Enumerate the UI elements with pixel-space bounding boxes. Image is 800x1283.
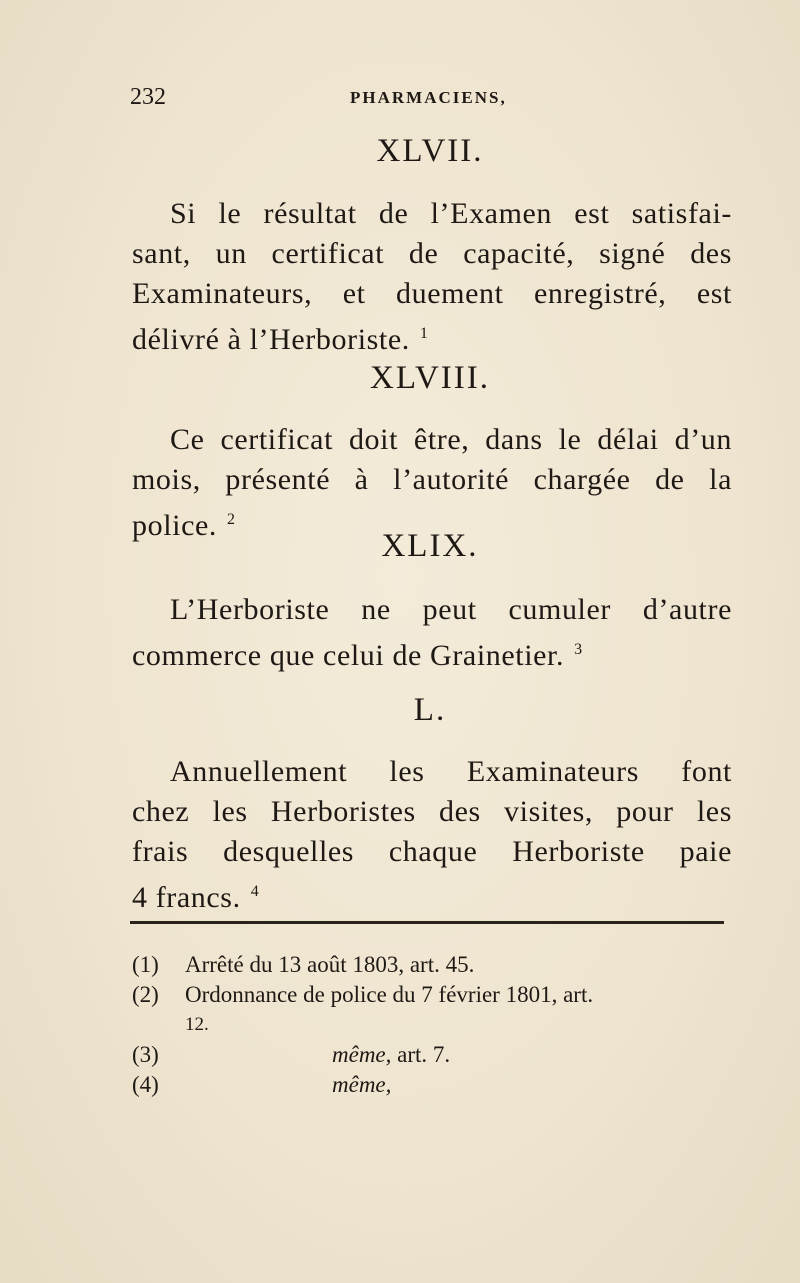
paragraph-line: sant, un certificat de capacité, signé des (132, 237, 732, 270)
footnote (132, 980, 732, 1010)
paragraph-line: Ce certificat doit être, dans le délai d’un (170, 423, 732, 456)
paragraph-line-text: délivré à l’Herboriste. (132, 323, 410, 356)
footnote-mark: (4) (132, 1072, 159, 1097)
paragraph-line: frais desquelles chaque Herboriste paie (132, 835, 732, 868)
article-number: L. (413, 692, 447, 728)
footnote-reference: 4 (250, 883, 260, 900)
paragraph-line-text: police. (132, 509, 218, 542)
footnote-text-italic: même, (332, 1042, 392, 1067)
footnote-mark: (2) (132, 982, 159, 1007)
footnote-continuation: 12. (185, 1014, 209, 1035)
paragraph-line-text: 4 francs. (132, 881, 241, 914)
paragraph-line: L’Herboriste ne peut cumuler d’autre (170, 593, 732, 626)
article-number: XLVIII. (369, 360, 490, 396)
footnote-mark: (3) (132, 1042, 159, 1067)
footnote (132, 1040, 732, 1070)
footnote-reference: 2 (227, 511, 236, 528)
footnote-text-roman: art. 7. (391, 1042, 451, 1067)
article-number: XLVII. (376, 133, 484, 169)
footnote-text-italic: même, (332, 1072, 392, 1097)
footnote (132, 1070, 732, 1100)
footnote-text (332, 1070, 391, 1100)
footnote-text: Arrêté du 13 août 1803, art. 45. (185, 952, 475, 977)
footnote (132, 950, 732, 980)
paragraph-line: chez les Herboristes des visites, pour les (132, 795, 732, 828)
article-paragraph (132, 194, 732, 360)
paragraph-line-text: commerce que celui de Grainetier. (132, 639, 565, 672)
footnotes (132, 950, 732, 1100)
running-head: PHARMACIENS, (350, 88, 507, 107)
footnote-reference: 3 (574, 641, 583, 658)
footnote-mark: (1) (132, 952, 159, 977)
paragraph-line: mois, présenté à l’autorité chargée de la (132, 463, 732, 496)
footnote-text: Ordonnance de police du 7 février 1801, art. (185, 982, 594, 1007)
article-number: XLIX. (381, 528, 479, 564)
article-paragraph (132, 590, 732, 676)
page-number: 232 (130, 84, 166, 110)
footnote-reference: 1 (419, 325, 429, 342)
paragraph-line: Annuellement les Examinateurs font (170, 755, 732, 788)
article-paragraph (132, 752, 732, 918)
paragraph-line (132, 314, 732, 360)
paragraph-line: Si le résultat de l’Examen est satisfai- (170, 197, 732, 230)
footnote-separator-rule (130, 921, 724, 924)
page-header (130, 84, 730, 114)
paragraph-line (132, 630, 732, 676)
paragraph-line: Examinateurs, et duement enregistré, est (132, 277, 732, 310)
footnote-text (332, 1040, 450, 1070)
paragraph-line (132, 872, 732, 918)
